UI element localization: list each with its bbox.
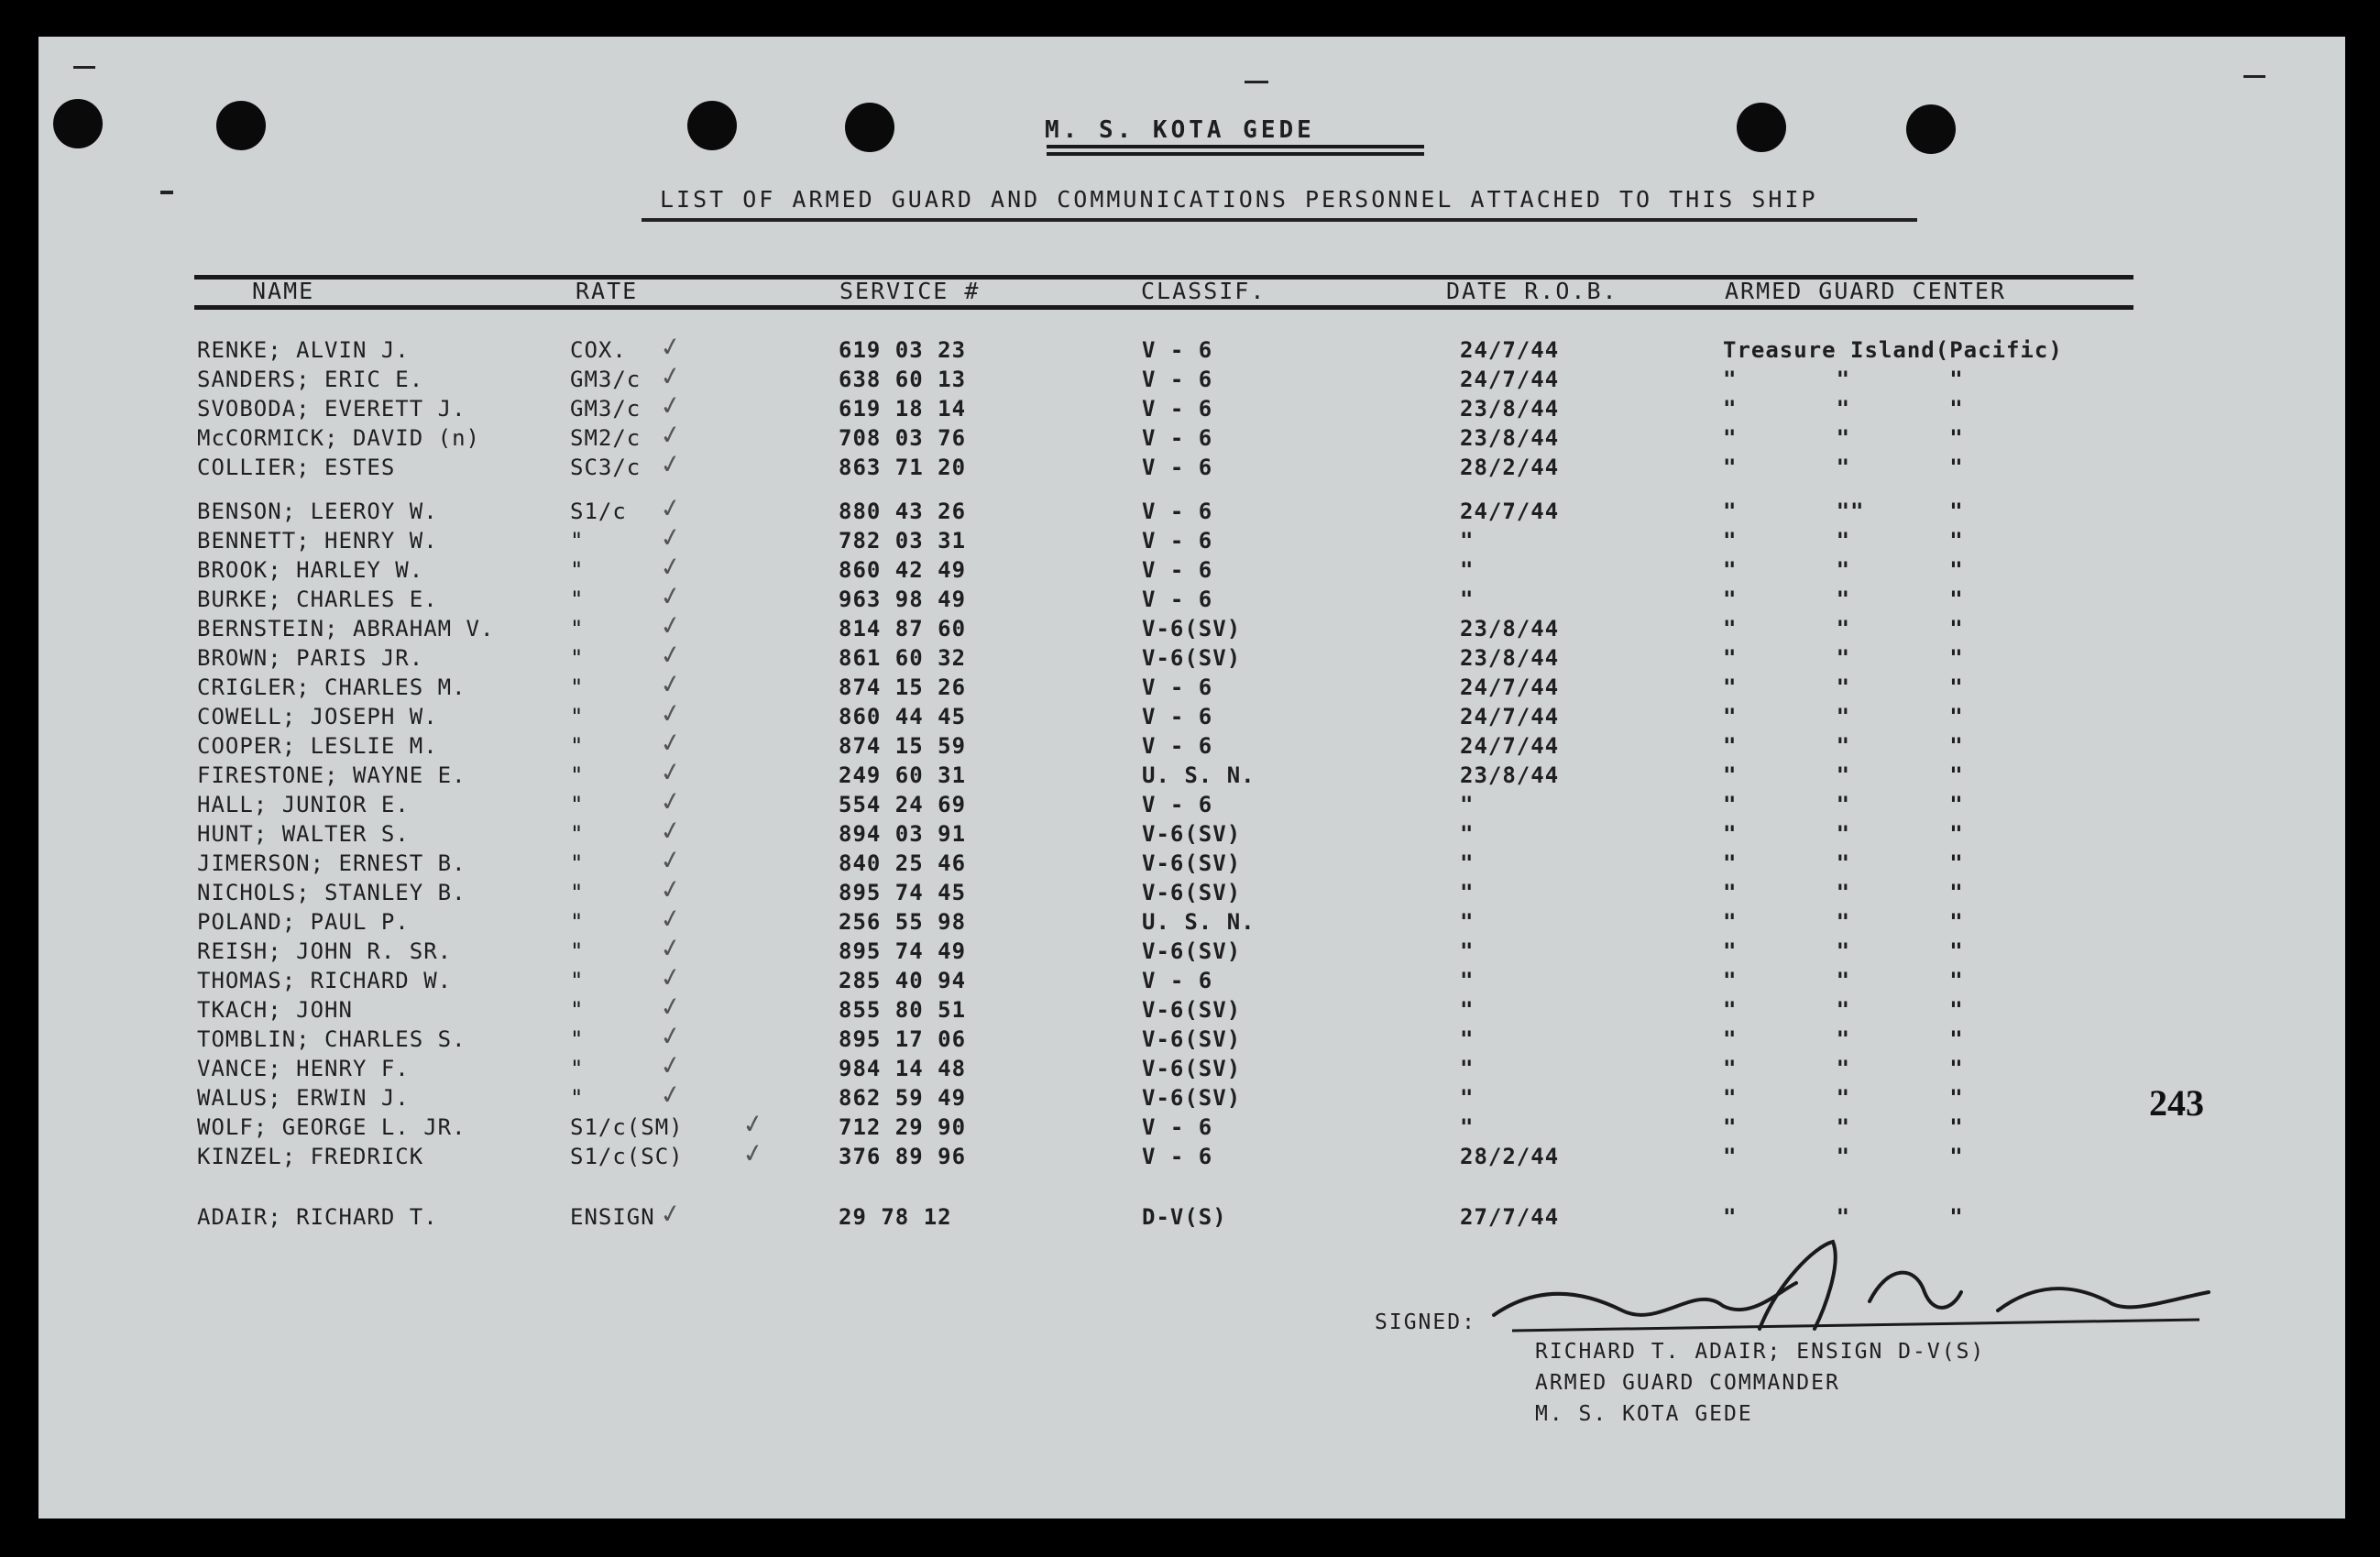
cell-service: 814 87 60 — [839, 616, 967, 641]
check-mark-icon: ✓ — [657, 359, 685, 393]
cell-classif: V - 6 — [1142, 733, 1213, 759]
check-mark-icon: ✓ — [657, 667, 685, 701]
signer-name-line: RICHARD T. ADAIR; ENSIGN D-V(S) — [1535, 1340, 1986, 1364]
list-title: LIST OF ARMED GUARD AND COMMUNICATIONS PERSONNEL ATTACHED TO THIS SHIP — [660, 186, 1818, 213]
cell-name: CRIGLER; CHARLES M. — [197, 674, 466, 700]
cell-name: SANDERS; ERIC E. — [197, 367, 424, 392]
cell-name: POLAND; PAUL P. — [197, 909, 410, 935]
cell-date: " — [1460, 938, 1475, 964]
cell-rate: ENSIGN — [570, 1204, 655, 1230]
cell-service: 894 03 91 — [839, 821, 967, 847]
cell-rate: " — [570, 1026, 585, 1052]
cell-center: " " " — [1723, 1144, 1964, 1169]
cell-name: COOPER; LESLIE M. — [197, 733, 438, 759]
cell-classif: V - 6 — [1142, 1114, 1213, 1140]
cell-service: 29 78 12 — [839, 1204, 952, 1230]
cell-classif: V-6(SV) — [1142, 616, 1242, 641]
cell-rate: " — [570, 968, 585, 993]
cell-classif: V-6(SV) — [1142, 821, 1242, 847]
cell-date: 23/8/44 — [1460, 645, 1560, 671]
cell-classif: V - 6 — [1142, 1144, 1213, 1169]
cell-rate: " — [570, 674, 585, 700]
cell-rate: " — [570, 733, 585, 759]
cell-service: 249 60 31 — [839, 762, 967, 788]
cell-rate: " — [570, 645, 585, 671]
check-mark-icon: ✓ — [657, 1197, 685, 1231]
check-mark-icon: ✓ — [657, 1048, 685, 1082]
cell-date: " — [1460, 850, 1475, 876]
cell-name: BURKE; CHARLES E. — [197, 587, 438, 612]
check-mark-icon: ✓ — [657, 960, 685, 994]
cell-center: " " " — [1723, 733, 1964, 759]
cell-name: McCORMICK; DAVID (n) — [197, 425, 480, 451]
cell-center: Treasure Island(Pacific) — [1723, 337, 2063, 363]
cell-date: " — [1460, 821, 1475, 847]
check-mark-icon: ✓ — [657, 521, 685, 554]
cell-date: 23/8/44 — [1460, 762, 1560, 788]
cell-classif: V - 6 — [1142, 499, 1213, 524]
check-mark-icon: ✓ — [657, 579, 685, 613]
cell-service: 895 74 49 — [839, 938, 967, 964]
cell-center: " " " — [1723, 1085, 1964, 1111]
cell-service: 256 55 98 — [839, 909, 967, 935]
cell-date: 28/2/44 — [1460, 455, 1560, 480]
list-title-underline — [642, 218, 1917, 222]
paper-mark — [2243, 75, 2265, 78]
check-mark-icon: ✓ — [657, 902, 685, 936]
check-mark-icon: ✓ — [657, 990, 685, 1024]
cell-center: " " " — [1723, 880, 1964, 905]
cell-service: 285 40 94 — [839, 968, 967, 993]
page-number: 243 — [2149, 1082, 2204, 1124]
cell-rate: " — [570, 821, 585, 847]
cell-rate: " — [570, 909, 585, 935]
check-mark-icon: ✓ — [657, 609, 685, 642]
cell-date: " — [1460, 587, 1475, 612]
cell-classif: D-V(S) — [1142, 1204, 1227, 1230]
cell-date: 23/8/44 — [1460, 396, 1560, 422]
check-mark-icon: ✓ — [657, 872, 685, 906]
column-header-center: ARMED GUARD CENTER — [1725, 278, 2006, 304]
cell-classif: V-6(SV) — [1142, 1026, 1242, 1052]
cell-classif: V-6(SV) — [1142, 1085, 1242, 1111]
cell-classif: V - 6 — [1142, 704, 1213, 729]
punch-hole — [1737, 103, 1786, 152]
check-mark-icon: ✓ — [657, 389, 685, 422]
cell-center: " " " — [1723, 396, 1964, 422]
cell-center: " " " — [1723, 938, 1964, 964]
paper-mark — [73, 66, 95, 69]
cell-classif: V - 6 — [1142, 528, 1213, 554]
cell-rate: S1/c — [570, 499, 627, 524]
cell-center: " " " — [1723, 528, 1964, 554]
cell-service: 860 42 49 — [839, 557, 967, 583]
cell-classif: V - 6 — [1142, 396, 1213, 422]
cell-name: TOMBLIN; CHARLES S. — [197, 1026, 466, 1052]
cell-classif: V - 6 — [1142, 455, 1213, 480]
paper-mark — [160, 191, 173, 194]
cell-center: " " " — [1723, 1204, 1964, 1230]
cell-center: " " " — [1723, 1026, 1964, 1052]
cell-service: 895 74 45 — [839, 880, 967, 905]
cell-center: " " " — [1723, 909, 1964, 935]
handwritten-signature — [1485, 1228, 2218, 1347]
cell-center: " " " — [1723, 1114, 1964, 1140]
cell-date: 27/7/44 — [1460, 1204, 1560, 1230]
cell-name: TKACH; JOHN — [197, 997, 353, 1023]
signed-label: SIGNED: — [1375, 1310, 1476, 1334]
cell-name: NICHOLS; STANLEY B. — [197, 880, 466, 905]
cell-date: " — [1460, 1114, 1475, 1140]
cell-name: ADAIR; RICHARD T. — [197, 1204, 438, 1230]
check-mark-icon: ✓ — [657, 726, 685, 760]
cell-center: " " " — [1723, 850, 1964, 876]
cell-center: " " " — [1723, 587, 1964, 612]
cell-center: " " " — [1723, 645, 1964, 671]
cell-classif: V - 6 — [1142, 674, 1213, 700]
cell-center: " " " — [1723, 455, 1964, 480]
cell-classif: V - 6 — [1142, 425, 1213, 451]
cell-name: RENKE; ALVIN J. — [197, 337, 410, 363]
cell-service: 554 24 69 — [839, 792, 967, 817]
cell-date: " — [1460, 1026, 1475, 1052]
cell-classif: V-6(SV) — [1142, 850, 1242, 876]
punch-hole — [216, 101, 266, 150]
cell-classif: V - 6 — [1142, 587, 1213, 612]
cell-classif: V - 6 — [1142, 792, 1213, 817]
cell-rate: SM2/c — [570, 425, 642, 451]
cell-service: 963 98 49 — [839, 587, 967, 612]
cell-rate: " — [570, 1056, 585, 1081]
cell-name: WOLF; GEORGE L. JR. — [197, 1114, 466, 1140]
cell-date: 23/8/44 — [1460, 425, 1560, 451]
cell-name: KINZEL; FREDRICK — [197, 1144, 424, 1169]
cell-rate: " — [570, 528, 585, 554]
cell-service: 880 43 26 — [839, 499, 967, 524]
check-mark-icon: ✓ — [657, 330, 685, 364]
check-mark-icon: ✓ — [740, 1107, 767, 1141]
cell-date: " — [1460, 997, 1475, 1023]
punch-hole — [53, 99, 103, 148]
cell-center: " " " — [1723, 968, 1964, 993]
check-mark-icon: ✓ — [657, 696, 685, 730]
cell-service: 840 25 46 — [839, 850, 967, 876]
cell-rate: " — [570, 762, 585, 788]
cell-center: " " " — [1723, 367, 1964, 392]
cell-center: " " " — [1723, 557, 1964, 583]
cell-name: WALUS; ERWIN J. — [197, 1085, 410, 1111]
column-header-service: SERVICE # — [839, 278, 981, 304]
cell-center: " " " — [1723, 997, 1964, 1023]
cell-rate: " — [570, 616, 585, 641]
check-mark-icon: ✓ — [657, 550, 685, 584]
cell-service: 860 44 45 — [839, 704, 967, 729]
cell-name: HALL; JUNIOR E. — [197, 792, 410, 817]
cell-service: 874 15 26 — [839, 674, 967, 700]
check-mark-icon: ✓ — [657, 447, 685, 481]
cell-rate: " — [570, 792, 585, 817]
check-mark-icon: ✓ — [657, 1078, 685, 1112]
cell-name: BENSON; LEEROY W. — [197, 499, 438, 524]
cell-service: 855 80 51 — [839, 997, 967, 1023]
cell-rate: " — [570, 850, 585, 876]
check-mark-icon: ✓ — [657, 491, 685, 525]
cell-name: THOMAS; RICHARD W. — [197, 968, 453, 993]
cell-date: " — [1460, 880, 1475, 905]
check-mark-icon: ✓ — [740, 1136, 767, 1170]
cell-name: COWELL; JOSEPH W. — [197, 704, 438, 729]
cell-service: 984 14 48 — [839, 1056, 967, 1081]
check-mark-icon: ✓ — [657, 843, 685, 877]
cell-service: 376 89 96 — [839, 1144, 967, 1169]
punch-hole — [845, 103, 894, 152]
column-header-name: NAME — [252, 278, 315, 304]
cell-name: JIMERSON; ERNEST B. — [197, 850, 466, 876]
cell-service: 874 15 59 — [839, 733, 967, 759]
cell-date: 28/2/44 — [1460, 1144, 1560, 1169]
cell-service: 863 71 20 — [839, 455, 967, 480]
cell-name: REISH; JOHN R. SR. — [197, 938, 453, 964]
cell-date: 23/8/44 — [1460, 616, 1560, 641]
cell-service: 619 03 23 — [839, 337, 967, 363]
check-mark-icon: ✓ — [657, 755, 685, 789]
cell-center: " "" " — [1723, 499, 1964, 524]
cell-classif: V-6(SV) — [1142, 938, 1242, 964]
cell-name: HUNT; WALTER S. — [197, 821, 410, 847]
cell-date: " — [1460, 909, 1475, 935]
cell-classif: V-6(SV) — [1142, 1056, 1242, 1081]
cell-classif: V-6(SV) — [1142, 997, 1242, 1023]
cell-rate: GM3/c — [570, 396, 642, 422]
cell-center: " " " — [1723, 704, 1964, 729]
check-mark-icon: ✓ — [657, 814, 685, 848]
ship-header-underline — [1047, 152, 1424, 156]
cell-rate: SC3/c — [570, 455, 642, 480]
table-header-rule-bottom — [194, 305, 2133, 310]
cell-date: 24/7/44 — [1460, 704, 1560, 729]
cell-center: " " " — [1723, 674, 1964, 700]
cell-date: " — [1460, 1085, 1475, 1111]
cell-rate: " — [570, 938, 585, 964]
cell-service: 619 18 14 — [839, 396, 967, 422]
cell-name: VANCE; HENRY F. — [197, 1056, 410, 1081]
cell-name: BENNETT; HENRY W. — [197, 528, 438, 554]
check-mark-icon: ✓ — [657, 784, 685, 818]
cell-classif: V - 6 — [1142, 367, 1213, 392]
cell-rate: COX. — [570, 337, 627, 363]
cell-center: " " " — [1723, 792, 1964, 817]
cell-rate: " — [570, 587, 585, 612]
cell-rate: " — [570, 557, 585, 583]
cell-date: " — [1460, 557, 1475, 583]
cell-center: " " " — [1723, 821, 1964, 847]
cell-service: 895 17 06 — [839, 1026, 967, 1052]
signer-ship-line: M. S. KOTA GEDE — [1535, 1402, 1753, 1426]
cell-date: " — [1460, 792, 1475, 817]
cell-name: COLLIER; ESTES — [197, 455, 396, 480]
cell-date: 24/7/44 — [1460, 733, 1560, 759]
ship-header: M. S. KOTA GEDE — [1045, 116, 1315, 144]
column-header-date: DATE R.O.B. — [1446, 278, 1618, 304]
cell-classif: U. S. N. — [1142, 909, 1256, 935]
cell-rate: GM3/c — [570, 367, 642, 392]
cell-rate: " — [570, 880, 585, 905]
paper-mark — [1245, 81, 1268, 83]
cell-service: 861 60 32 — [839, 645, 967, 671]
cell-date: " — [1460, 528, 1475, 554]
cell-date: 24/7/44 — [1460, 499, 1560, 524]
cell-date: " — [1460, 968, 1475, 993]
cell-service: 862 59 49 — [839, 1085, 967, 1111]
cell-service: 782 03 31 — [839, 528, 967, 554]
cell-service: 708 03 76 — [839, 425, 967, 451]
cell-center: " " " — [1723, 1056, 1964, 1081]
cell-rate: " — [570, 1085, 585, 1111]
cell-name: BROOK; HARLEY W. — [197, 557, 424, 583]
column-header-rate: RATE — [576, 278, 639, 304]
cell-service: 638 60 13 — [839, 367, 967, 392]
cell-center: " " " — [1723, 425, 1964, 451]
check-mark-icon: ✓ — [657, 418, 685, 452]
cell-classif: V-6(SV) — [1142, 645, 1242, 671]
cell-date: 24/7/44 — [1460, 674, 1560, 700]
cell-name: BROWN; PARIS JR. — [197, 645, 424, 671]
punch-hole — [687, 101, 737, 150]
cell-name: FIRESTONE; WAYNE E. — [197, 762, 466, 788]
signer-title-line: ARMED GUARD COMMANDER — [1535, 1371, 1840, 1395]
cell-service: 712 29 90 — [839, 1114, 967, 1140]
cell-rate: S1/c(SM) — [570, 1114, 684, 1140]
cell-rate: " — [570, 704, 585, 729]
cell-center: " " " — [1723, 616, 1964, 641]
cell-classif: V - 6 — [1142, 968, 1213, 993]
cell-classif: U. S. N. — [1142, 762, 1256, 788]
ship-header-underline — [1047, 145, 1424, 148]
cell-date: 24/7/44 — [1460, 367, 1560, 392]
cell-date: 24/7/44 — [1460, 337, 1560, 363]
cell-classif: V - 6 — [1142, 337, 1213, 363]
cell-classif: V-6(SV) — [1142, 880, 1242, 905]
cell-date: " — [1460, 1056, 1475, 1081]
cell-name: SVOBODA; EVERETT J. — [197, 396, 466, 422]
column-header-classif: CLASSIF. — [1141, 278, 1267, 304]
check-mark-icon: ✓ — [657, 931, 685, 965]
cell-center: " " " — [1723, 762, 1964, 788]
cell-rate: S1/c(SC) — [570, 1144, 684, 1169]
check-mark-icon: ✓ — [657, 638, 685, 672]
cell-rate: " — [570, 997, 585, 1023]
cell-classif: V - 6 — [1142, 557, 1213, 583]
cell-name: BERNSTEIN; ABRAHAM V. — [197, 616, 495, 641]
check-mark-icon: ✓ — [657, 1019, 685, 1053]
punch-hole — [1906, 104, 1956, 154]
